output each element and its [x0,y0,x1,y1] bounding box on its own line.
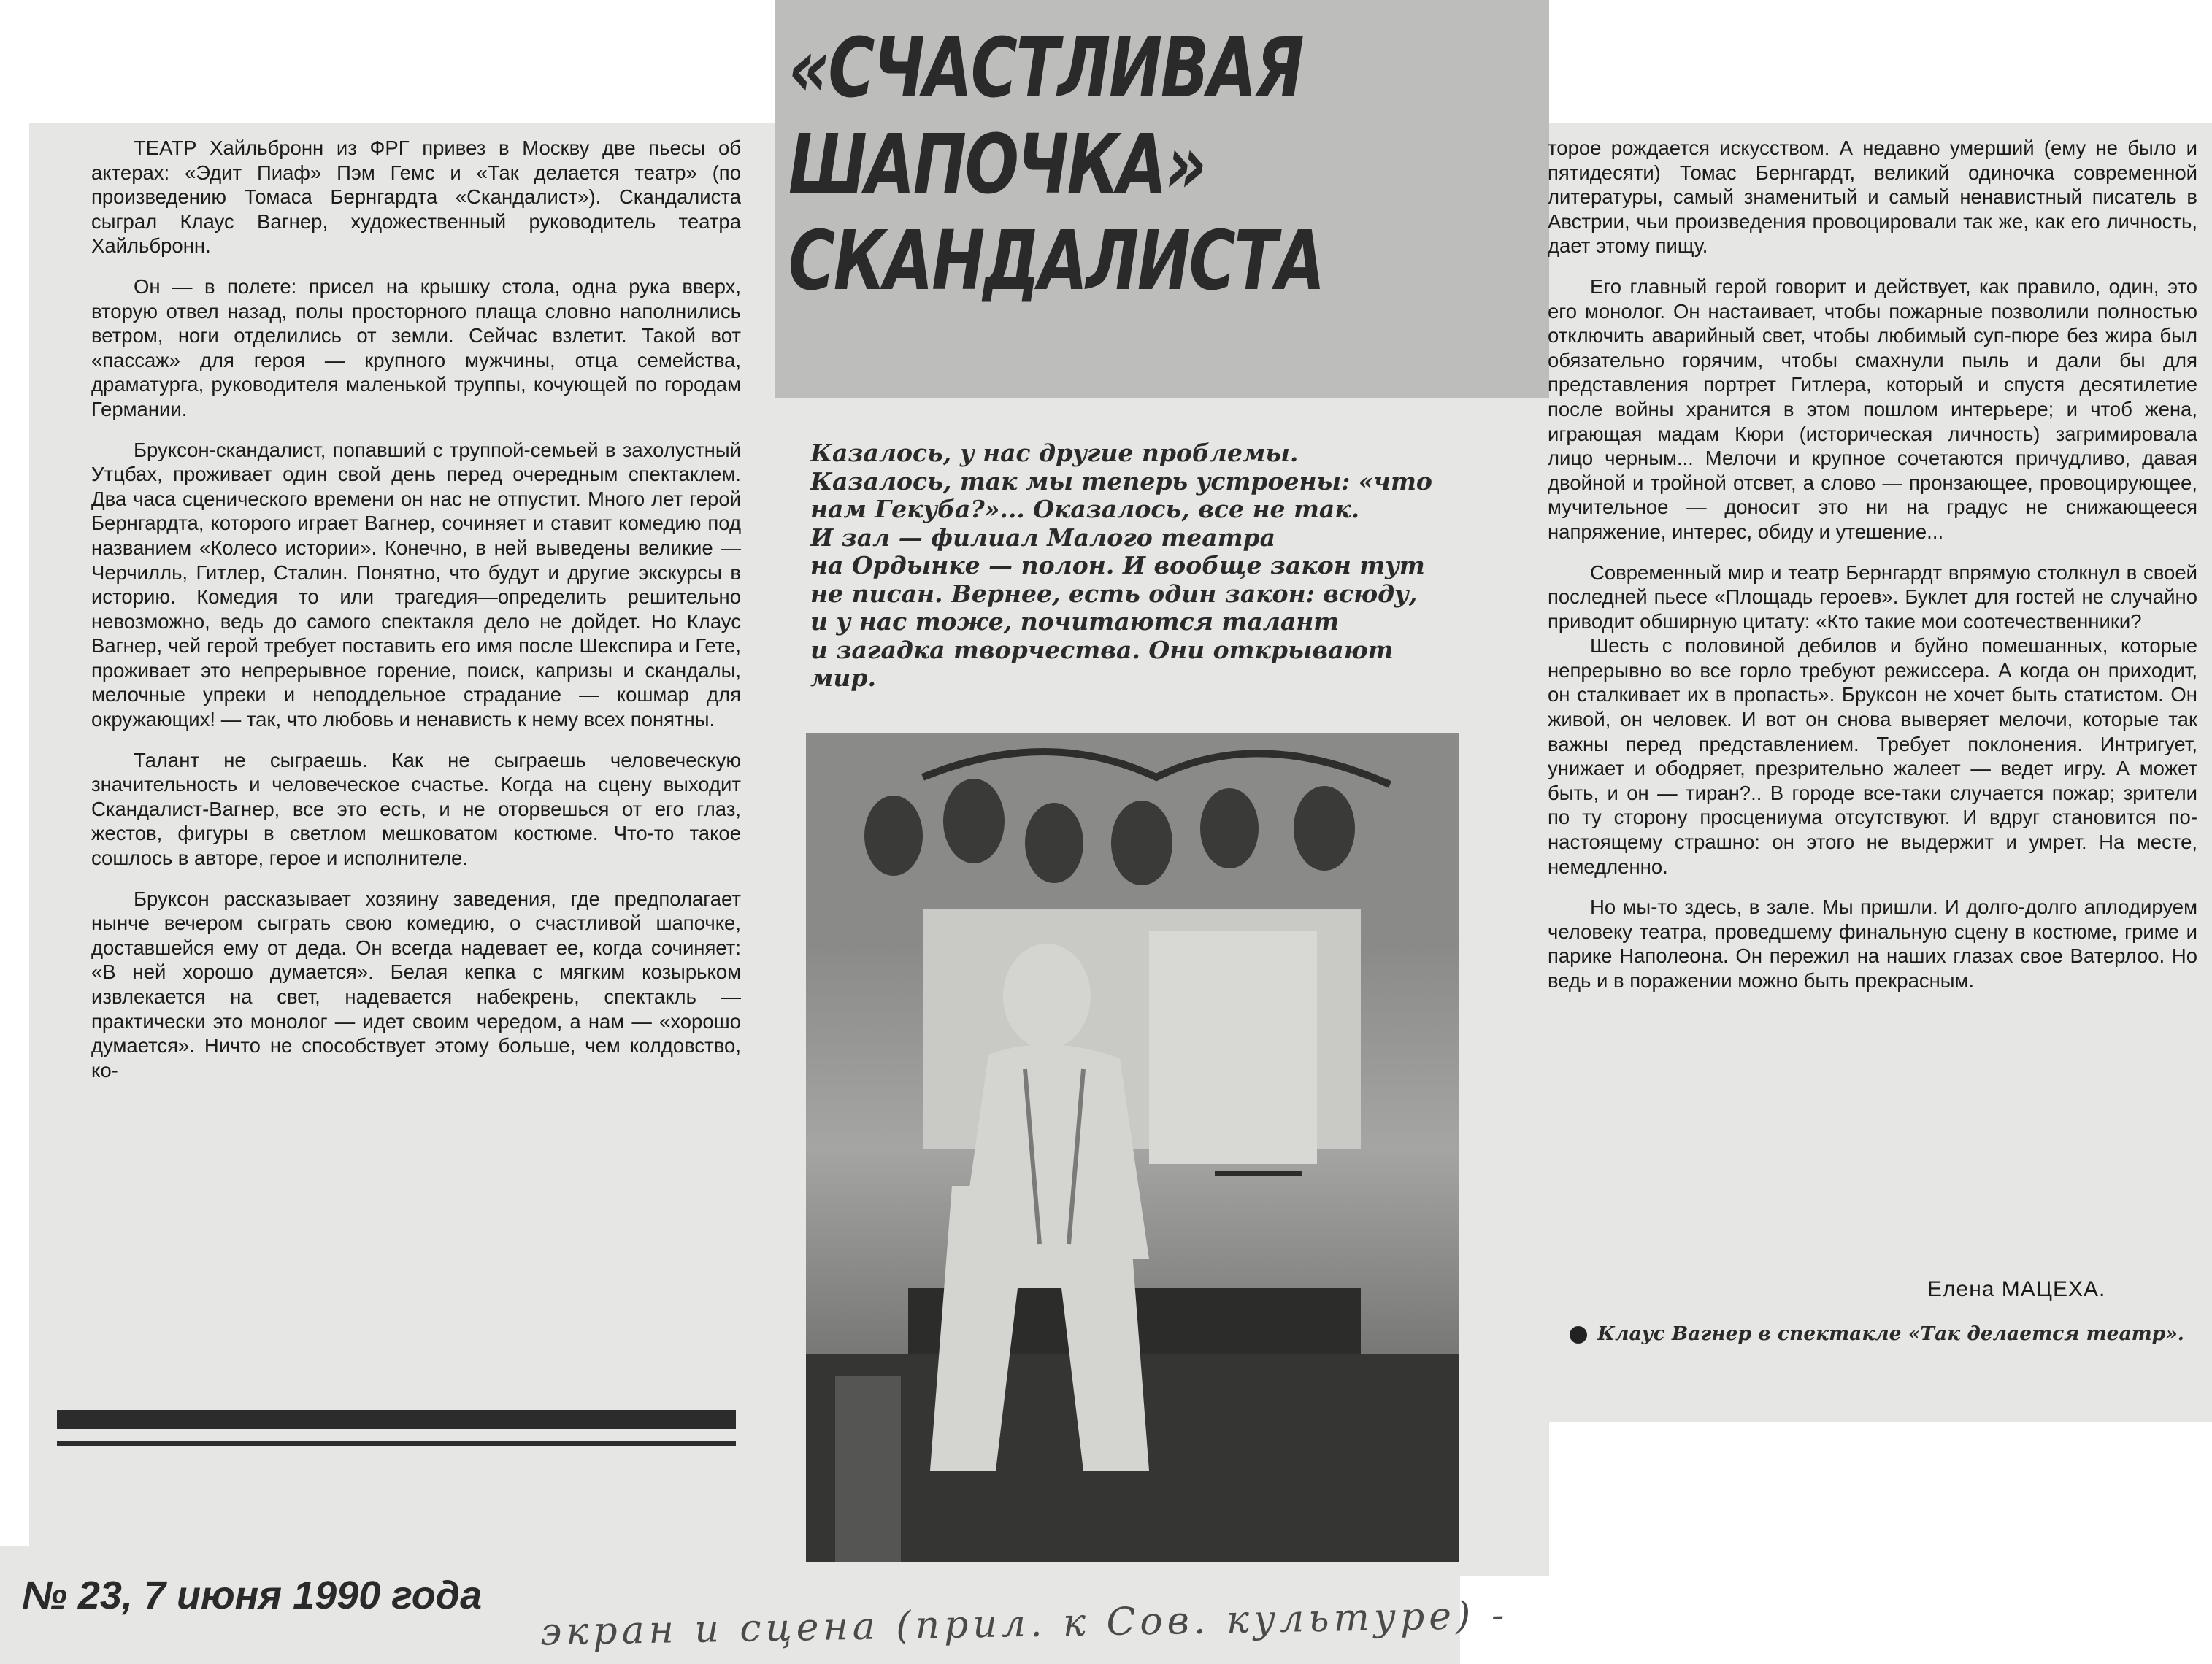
column-end-rule-thin [57,1441,736,1446]
article-photo [806,733,1459,1562]
paragraph: торое рождается искусством. А недавно умерший (ему не было и пятидесяти) Томас Бернгардт, великий одиночка современной литературы, самый знаменитый и самый ненавистный писатель в Австрии, чьи произведения провоцировали так же, как его личность, дает этому пищу. [1548,136,2197,258]
article-column-left [91,136,741,1098]
paragraph: Бруксон-скандалист, попавший с труппой-семьей в захолустный Утцбах, проживает один свой день перед очередным спектаклем. Два часа сценического времени он нас не отпустит. Много лет герой Бернгардта, которого играет Вагнер, сочиняет и ставит комедию под названием «Колесо истории». Конечно, в ней выведены великие — Черчилль, Гитлер, Сталин. Понятно, что будут и другие экскурсы в историю. Комедия то или трагедия—определить решительно невозможно, ведь до самого спектакля дело не дойдет. Но Клаус Вагнер, чей герой требует поставить его имя после Шекспира и Гете, проживает это непрерывное горение, поиск, капризы и скандалы, мелочные упреки и неподдельное страдание — кошмар для окружающих! — так, что любовь и ненависть к нему всех понятны. [91,438,741,731]
paragraph: Бруксон рассказывает хозяину заведения, где предполагает нынче вечером сыграть свою комедию, о счастливой шапочке, доставшейся ему от деда. Он всегда надевает ее, когда сочиняет: «В ней хорошо думается». Белая кепка с мягким козырьком извлекается на свет, надевается набекрень, спектакль — практически это монолог — идет своим чередом, а нам — «хорошо думается». Ничто не способствует этому больше, чем колдовство, ко- [91,887,741,1082]
lead-line: на Ордынке — полон. И вообще закон тут [810,551,1425,579]
paragraph: Но мы-то здесь, в зале. Мы пришли. И долго-долго аплодируем человеку театра, проведшему финальную сцену в костюме, гриме и парике Наполеона. Он пережил на наших глазах свое Ватерлоо. Но ведь и в поражении можно быть прекрасным. [1548,895,2197,992]
lead-line: не писан. Вернее, есть один закон: всюду, [810,579,1418,608]
lead-line: Казалось, у нас другие проблемы. [810,439,1299,467]
headline-line-2: ШАПОЧКА» [788,118,1205,212]
headline-line-1: «СЧАСТЛИВАЯ [788,21,1303,116]
handwritten-source-note: экран и сцена (прил. к Сов. культуре) - [539,1593,1509,1655]
bullet-icon [1570,1326,1587,1344]
photo-caption [1570,1320,2205,1349]
author-signature: Елена МАЦЕХА. [1927,1277,2106,1301]
paragraph: ТЕАТР Хайльбронн из ФРГ привез в Москву две пьесы об актерах: «Эдит Пиаф» Пэм Гемс и «Так делается театр» (по произведению Томаса Бернгардта «Скандалист»). Скандалиста сыграл Клаус Вагнер, художественный руководитель театра Хайльбронн. [91,136,741,258]
headline-line-3: СКАНДАЛИСТА [788,214,1324,309]
lead-line: И зал — филиал Малого театра [810,523,1275,552]
column-end-rule [57,1410,736,1429]
paragraph: Современный мир и театр Бернгардт впрямую столкнул в своей последней пьесе «Площадь героев». Буклет для гостей не случайно приводит обширную цитату: «Кто такие мои соотечественники? [1548,561,2197,633]
paragraph: Его главный герой говорит и действует, как правило, один, это его монолог. Он настаивает, чтобы пожарные позволили полностью отключить аварийный свет, чтобы любимый суп-пюре без жира был обязательно горячим, чтобы смахнули пыль и дали бы для представления портрет Гитлера, который и спустя десятилетие после войны хранится в этом пошлом интерьере; и чтоб жена, играющая мадам Кюри (историческая личность) загримировала лицо черным... Мелочи и крупное сочетаются причудливо, давая двойной и тройной отсвет, а слово — пронзающее, провоцирующее, мучительное — доносит это ни на градус не снижающееся напряжение, интерес, обиду и утешение... [1548,274,2197,543]
lead-line: мир. [810,663,876,692]
paragraph: Шесть с половиной дебилов и буйно помешанных, которые непрерывно во все горло требуют режиссера. А когда он приходит, он сталкивает их в пропасть». Бруксон не хочет быть статистом. Он живой, он человек. И вот он снова выверяет мелочи, которые так важны перед представлением. Требует поклонения. Интригует, унижает и ободряет, презрительно жалеет — ведет игру. А может быть, и он — тиран?.. В городе все-таки случается пожар; зрители по ту сторону просцениума отсутствуют. И вдруг становится по-настоящему страшно: он этого не выдержит и умрет. На месте, немедленно. [1548,634,2197,878]
lead-line: и загадка творчества. Они открывают [810,635,1394,664]
issue-date: № 23, 7 июня 1990 года [22,1574,483,1617]
photo-illustration [806,733,1459,1562]
article-column-right [1548,136,2197,1009]
lead-line: Казалось, так мы теперь устроены: «что [810,466,1432,496]
headline [788,20,1375,309]
lead-line: и у нас тоже, почитаются талант [810,607,1340,636]
paragraph: Талант не сыграешь. Как не сыграешь человеческую значительность и человеческое счастье. Когда на сцену выходит Скандалист-Вагнер, все это есть, и не оторвешься от его глаз, жестов, фигуры в светлом мешковатом костюме. Что-то такое сошлось в авторе, герое и исполнителе. [91,748,741,870]
caption-text: Клаус Вагнер в спектакле «Так делается театр». [1597,1322,2184,1345]
lead-paragraph [810,439,1467,693]
paragraph: Он — в полете: присел на крышку стола, одна рука вверх, вторую отвел назад, полы просторного плаща словно наполнились ветром, ноги отделились от земли. Сейчас взлетит. Такой вот «пассаж» для героя — крупного мужчины, отца семейства, драматурга, руководителя маленькой труппы, кочующей по городам Германии. [91,274,741,420]
lead-line: нам Гекуба?»... Оказалось, все не так. [810,495,1360,523]
